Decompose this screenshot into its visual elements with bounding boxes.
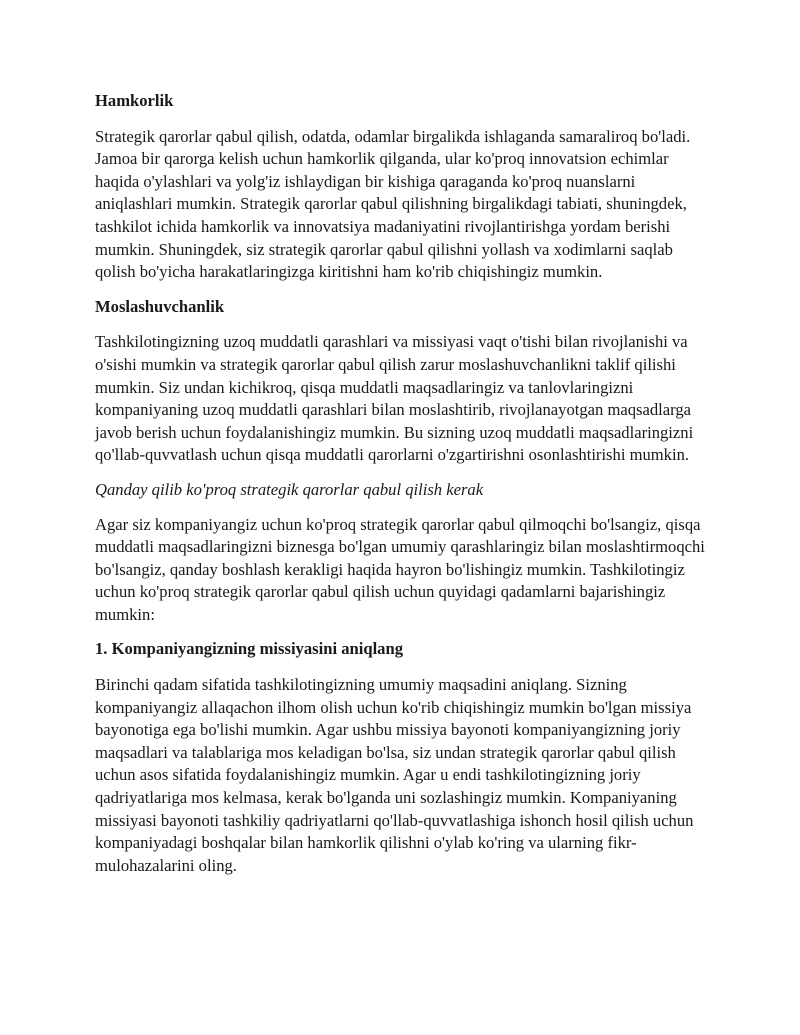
heading-step-1: 1. Kompaniyangizning missiyasini aniqlang [95,639,403,659]
paragraph-moslashuvchanlik: Tashkilotingizning uzoq muddatli qarashlari va missiyasi vaqt o'tishi bilan rivojlanishi va o'sishi mumkin va strategik qarorlar qabul qilish zarur moslashuvchanlikni taklif qilishi mumkin. Siz undan kichikroq, qisqa muddatli maqsadlaringiz va tanlovlaringizni kompaniyaning uzoq muddatli qarashlari bilan moslashtirib, rivojlanayotgan maqsadlarga javob berish uchun foydalanishingiz mumkin. Bu sizning uzoq muddatli maqsadlaringizni qo'llab-quvvatlash uchun qisqa muddatli qarorlarni o'zgartirishni osonlashtirishi mumkin. [95,332,694,465]
heading-moslashuvchanlik: Moslashuvchanlik [95,296,225,316]
paragraph-qanday: Agar siz kompaniyangiz uchun ko'proq strategik qarorlar qabul qilmoqchi bo'lsangiz, qisqa muddatli maqsadlaringizni biznesga bo'lgan umumiy qarashlaringiz bilan moslashtirmoqchi bo'lsangiz, qanday boshlash kerakligi haqida hayron bo'lishingiz mumkin. Tashkilotingiz uchun ko'proq strategik qarorlar qabul qilish uchun quyidagi qadamlarni bajarishingiz mumkin: [95,514,705,624]
paragraph-step-1: Birinchi qadam sifatida tashkilotingizning umumiy maqsadini aniqlang. Sizning kompaniyangiz allaqachon ilhom olish uchun ko'rib chiqishingiz mumkin bo'lgan missiya bayonotiga ega bo'lishi mumkin. Agar ushbu missiya bayonoti kompaniyangizning joriy maqsadlari va talablariga mos keladigan bo'lsa, siz undan strategik qarorlar qabul qilish uchun asos sifatida foydalanishingiz mumkin. Agar u endi tashkilotingizning joriy qadriyatlariga mos kelmasa, kerak bo'lganda uni sozlashingiz mumkin. Kompaniyaning missiyasi bayonoti tashkiliy qadriyatlarni qo'llab-quvvatlashiga ishonch hosil qilish uchun kompaniyadagi boshqalar bilan hamkorlik qilishni o'ylab ko'ring va ularning fikr-mulohazalarini oling. [95,675,694,875]
subheading-qanday: Qanday qilib ko'proq strategik qarorlar qabul qilish kerak [95,479,484,499]
heading-hamkorlik: Hamkorlik [95,91,174,110]
paragraph-hamkorlik: Strategik qarorlar qabul qilish, odatda, odamlar birgalikda ishlaganda samaraliroq bo'ladi. Jamoa bir qarorga kelish uchun hamkorlik qilganda, ular ko'proq innovatsion echimlar haqida o'ylashlari va yolg'iz ishlaydigan bir kishiga qaraganda ko'proq nuanslarni aniqlashlari mumkin. Strategik qarorlar qabul qilishning birgalikdagi tabiati, shuningdek, tashkilot ichida hamkorlik va innovatsiya madaniyatini rivojlantirishga yordam berishi mumkin. Shuningdek, siz strategik qarorlar qabul qilishni yollash va xodimlarni saqlab qolish bo'yicha harakatlaringizga kiritishni ham ko'rib chiqishingiz mumkin. [95,126,691,282]
document-page [95,90,710,889]
